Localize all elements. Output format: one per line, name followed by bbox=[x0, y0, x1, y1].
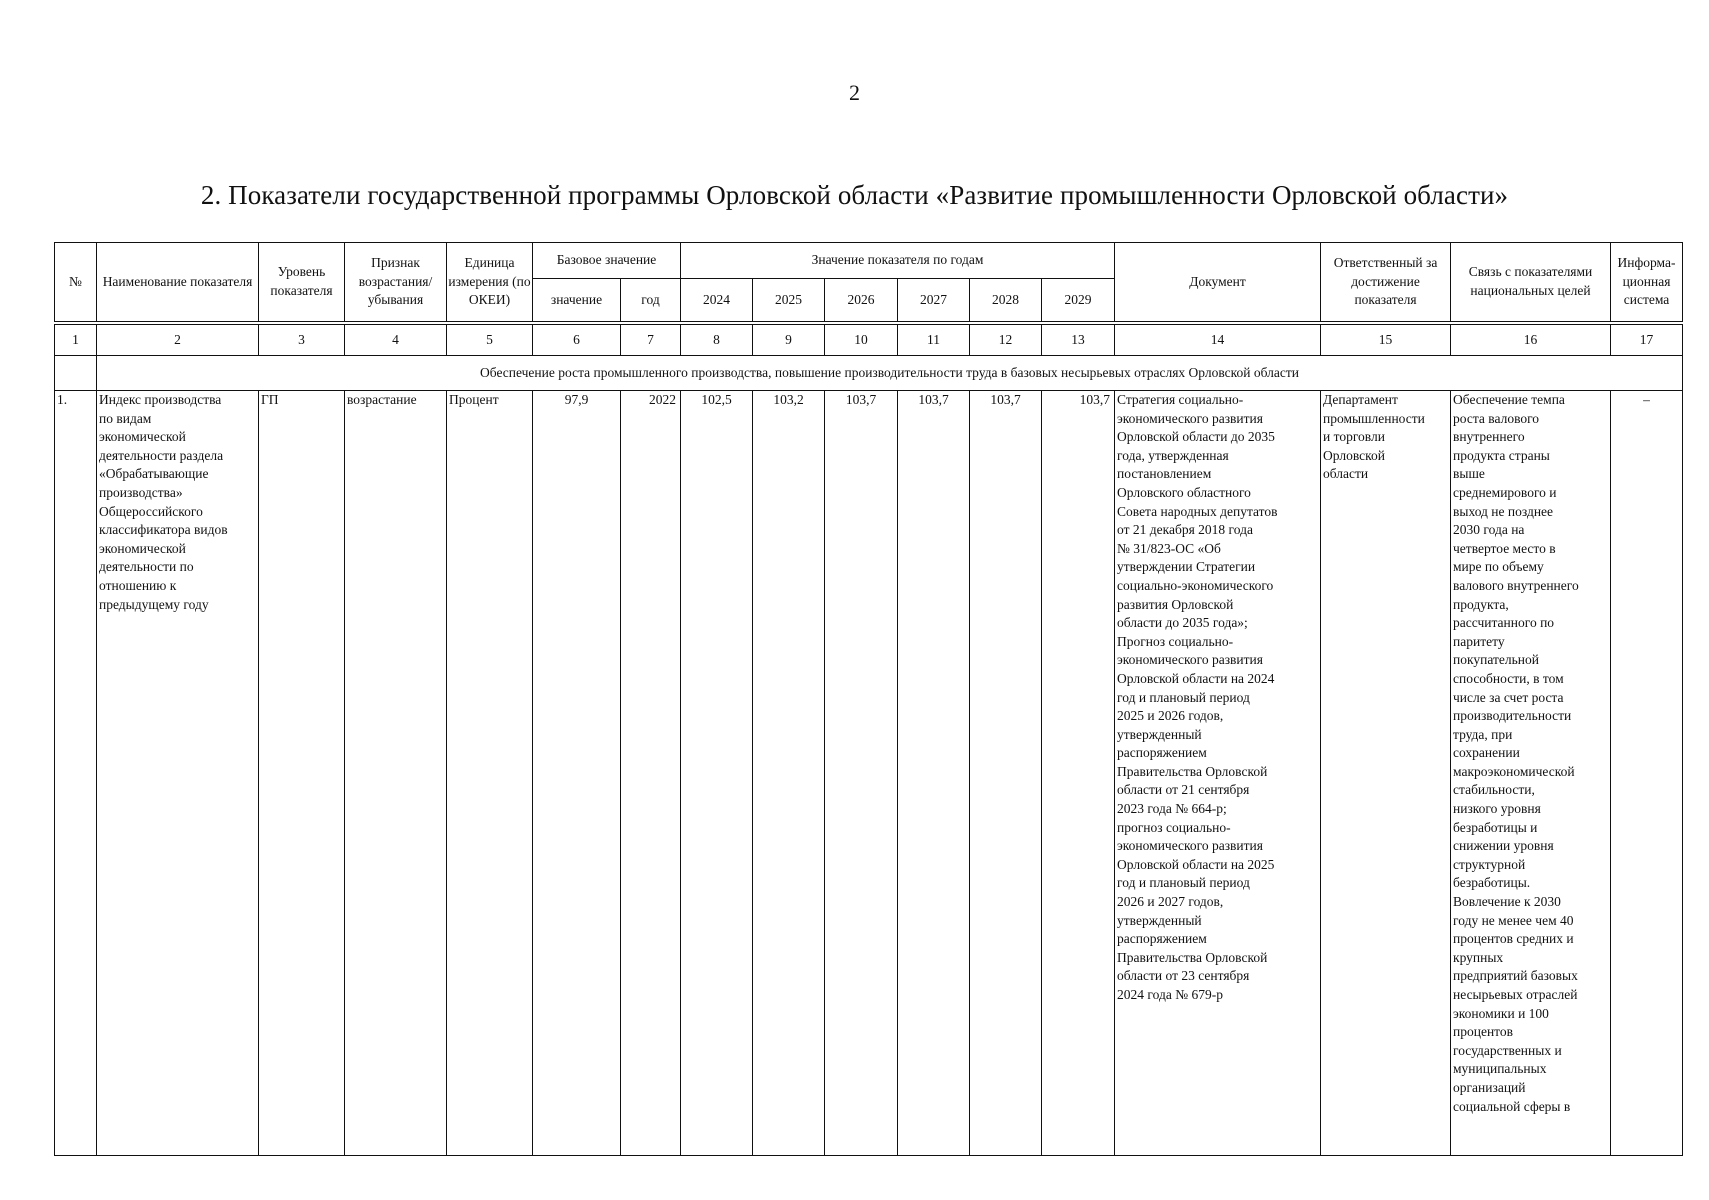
header-year: 2025 bbox=[753, 279, 825, 324]
header-year: 2026 bbox=[825, 279, 898, 324]
base-year: 2022 bbox=[621, 391, 681, 1156]
indicator-unit: Процент bbox=[447, 391, 533, 1156]
column-number: 12 bbox=[970, 323, 1042, 356]
value-2024: 102,5 bbox=[681, 391, 753, 1156]
table-row bbox=[55, 391, 1683, 1156]
indicator-document: Стратегия социально- экономического развития Орловской области до 2035 года, утвержденная постановлением Орловского областного Совета народных депутатов от 21 декабря 2018 года № 31/823-ОС «Об утверждении Стратегии социально-экономического развития Орловской области до 2035 года»; Прогноз социально- экономического развития Орловской области на 2024 год и плановый период 2025 и 2026 годов, утвержденный распоряжением Правительства Орловской области от 21 сентября 2023 года № 664-р; прогноз социально- экономического развития Орловской области на 2025 год и плановый период 2026 и 2027 годов, утвержденный распоряжением Правительства Орловской области от 23 сентября 2024 года № 679-р bbox=[1115, 391, 1321, 1156]
column-number: 5 bbox=[447, 323, 533, 356]
indicator-responsible: Департамент промышленности и торговли Орловской области bbox=[1321, 391, 1451, 1156]
column-number: 6 bbox=[533, 323, 621, 356]
value-2026: 103,7 bbox=[825, 391, 898, 1156]
column-number: 11 bbox=[898, 323, 970, 356]
header-document: Документ bbox=[1115, 243, 1321, 324]
base-value: 97,9 bbox=[533, 391, 621, 1156]
column-number-row bbox=[55, 323, 1683, 356]
header-base-year: год bbox=[621, 279, 681, 324]
column-number: 4 bbox=[345, 323, 447, 356]
column-number: 10 bbox=[825, 323, 898, 356]
page-title: 2. Показатели государственной программы Орловской области «Развитие промышленности Орловской области» bbox=[200, 180, 1509, 210]
column-number: 15 bbox=[1321, 323, 1451, 356]
column-number: 3 bbox=[259, 323, 345, 356]
column-number: 16 bbox=[1451, 323, 1611, 356]
row-number: 1. bbox=[55, 391, 97, 1156]
header-base-value: значение bbox=[533, 279, 621, 324]
header-year: 2024 bbox=[681, 279, 753, 324]
indicator-name: Индекс производства по видам экономической деятельности раздела «Обрабатывающие производства» Общероссийского классификатора видов экономической деятельности по отношению к предыдущему году bbox=[97, 391, 259, 1156]
header-years-group: Значение показателя по годам bbox=[681, 243, 1115, 279]
column-number: 13 bbox=[1042, 323, 1115, 356]
header-base-group: Базовое значение bbox=[533, 243, 681, 279]
header-year: 2028 bbox=[970, 279, 1042, 324]
column-number: 2 bbox=[97, 323, 259, 356]
column-number: 17 bbox=[1611, 323, 1683, 356]
column-number: 9 bbox=[753, 323, 825, 356]
column-number: 7 bbox=[621, 323, 681, 356]
section-row bbox=[55, 356, 1683, 391]
value-2027: 103,7 bbox=[898, 391, 970, 1156]
indicator-national-goals-link: Обеспечение темпа роста валового внутреннего продукта страны выше среднемирового и выход не позднее 2030 года на четвертое место в мире по объему валового внутреннего продукта, рассчитанного по паритету покупательной способности, в том числе за счет роста производительности труда, при сохранении макроэкономической стабильности, низкого уровня безработицы и снижении уровня структурной безработицы. Вовлечение к 2030 году не менее чем 40 процентов средних и крупных предприятий базовых несырьевых отраслей экономики и 100 процентов государственных и муниципальных организаций социальной сферы в bbox=[1451, 391, 1611, 1156]
header-info: Информа-ционная система bbox=[1611, 243, 1683, 324]
indicator-trend: возрастание bbox=[345, 391, 447, 1156]
value-2025: 103,2 bbox=[753, 391, 825, 1156]
value-2029: 103,7 bbox=[1042, 391, 1115, 1156]
header-year: 2029 bbox=[1042, 279, 1115, 324]
header-responsible: Ответственный за достижение показателя bbox=[1321, 243, 1451, 324]
section-spacer bbox=[55, 356, 97, 391]
value-2028: 103,7 bbox=[970, 391, 1042, 1156]
section-title: Обеспечение роста промышленного производства, повышение производительности труда в базовых несырьевых отраслях Орловской области bbox=[97, 356, 1683, 391]
column-number: 1 bbox=[55, 323, 97, 356]
page-number: 2 bbox=[849, 80, 860, 105]
indicator-level: ГП bbox=[259, 391, 345, 1156]
header-no: № bbox=[55, 243, 97, 324]
header-link: Связь с показателями национальных целей bbox=[1451, 243, 1611, 324]
header-name: Наименование показателя bbox=[97, 243, 259, 324]
header-year: 2027 bbox=[898, 279, 970, 324]
header-level: Уровень показателя bbox=[259, 243, 345, 324]
header-trend: Признак возрастания/ убывания bbox=[345, 243, 447, 324]
header-unit: Единица измерения (по ОКЕИ) bbox=[447, 243, 533, 324]
indicator-info-system: – bbox=[1611, 391, 1683, 1156]
column-number: 8 bbox=[681, 323, 753, 356]
indicators-table bbox=[54, 242, 1683, 1156]
column-number: 14 bbox=[1115, 323, 1321, 356]
